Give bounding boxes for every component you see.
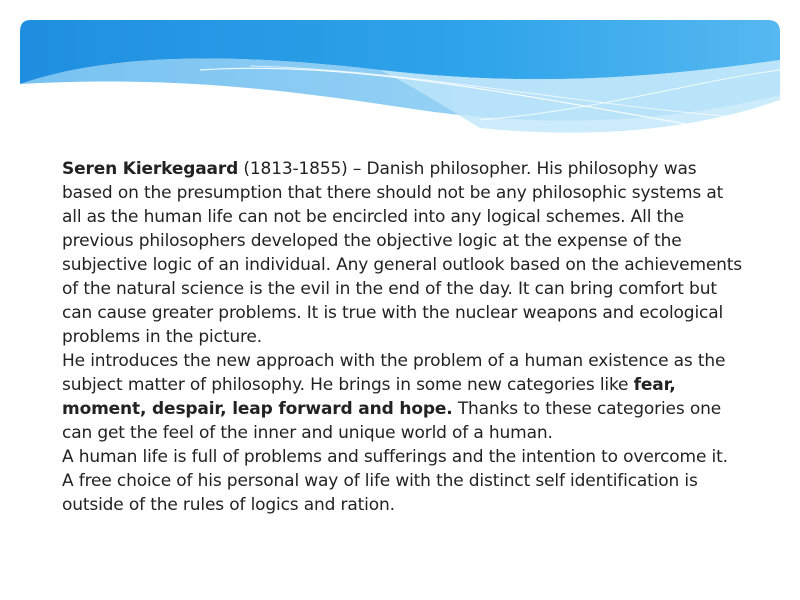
paragraph-2-text-after: Thanks to these categories one can get the feel of the inner and unique world of a human. [62,399,722,443]
paragraph-3: A human life is full of problems and sufferings and the intention to overcome it. A free choice of his personal way of life with the distinct self identification is outside of the rules of logics and ration. [62,447,728,515]
paragraph-2 [62,349,742,445]
paragraph-2-text-before: He introduces the new approach with the problem of a human existence as the subject matter of philosophy. He brings in some new categories like [62,351,726,395]
body-text [62,157,742,517]
wave-banner [0,0,800,150]
paragraph-1 [62,157,742,349]
philosopher-name: Seren Kierkegaard [62,159,239,179]
categories-list: fear, moment, despair, leap forward and hope. [62,375,676,419]
paragraph-1-text: (1813-1855) – Danish philosopher. His philosophy was based on the presumption that there should not be any philosophic systems at all as the human life can not be encircled into any logical schemes. All the previous philosophers developed the objective logic at the expense of the subjective logic of an individual. Any general outlook based on the achievements of the natural science is the evil in the end of the day. It can bring comfort but can cause greater problems. It is true with the nuclear weapons and ecological problems in the picture. [62,159,743,347]
